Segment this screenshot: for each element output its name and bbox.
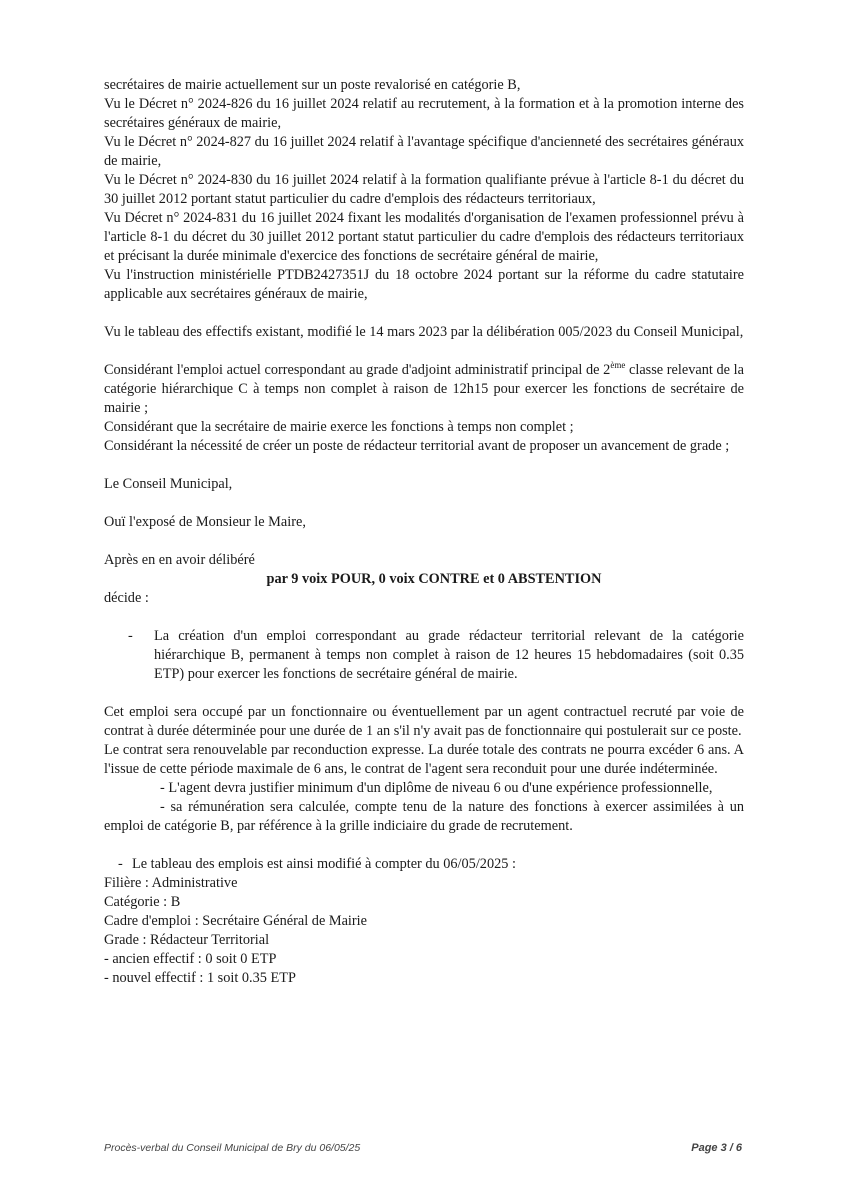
paragraph: Vu l'instruction ministérielle PTDB2427351J du 18 octobre 2024 portant sur la réforme du cadre statutaire applicable aux secrétaires généraux de mairie, [104, 267, 744, 302]
paragraph: Vu le Décret n° 2024-827 du 16 juillet 2024 relatif à l'avantage spécifique d'ancienneté des secrétaires généraux de mairie, [104, 134, 744, 169]
list-line: - ancien effectif : 0 soit 0 ETP [104, 951, 277, 967]
superscript: ème [610, 360, 626, 371]
footer-title: Procès-verbal du Conseil Municipal de Bry du 06/05/25 [104, 1142, 361, 1154]
paragraph: Vu le tableau des effectifs existant, modifié le 14 mars 2023 par la délibération 005/2023 du Conseil Municipal, [104, 324, 744, 340]
paragraph: - L'agent devra justifier minimum d'un diplôme de niveau 6 ou d'une expérience professionnelle, [160, 780, 713, 796]
list-line: Cadre d'emploi : Secrétaire Général de Mairie [104, 913, 367, 929]
paragraph: Après en en avoir délibéré [104, 552, 255, 568]
text-run: Considérant l'emploi actuel correspondant au grade d'adjoint administratif principal de 2 [104, 362, 611, 378]
document-body [104, 76, 744, 988]
list-line: - nouvel effectif : 1 soit 0.35 ETP [104, 970, 296, 986]
list-item [104, 627, 744, 684]
paragraph [104, 361, 744, 418]
paragraph: Considérant la nécessité de créer un poste de rédacteur territorial avant de proposer un avancement de grade ; [104, 438, 730, 454]
list-line: Catégorie : B [104, 894, 181, 910]
list-item-text: Le tableau des emplois est ainsi modifié à compter du 06/05/2025 : [132, 856, 516, 872]
paragraph: Cet emploi sera occupé par un fonctionnaire ou éventuellement par un agent contractuel recruté par voie de contrat à durée déterminée pour une durée de 1 an s'il n'y avait pas de fonctionnaire qui postulerait sur ce poste. [104, 704, 744, 739]
vote-result: par 9 voix POUR, 0 voix CONTRE et 0 ABSTENTION [266, 571, 602, 587]
paragraph: Considérant que la secrétaire de mairie exerce les fonctions à temps non complet ; [104, 419, 574, 435]
paragraph: Le contrat sera renouvelable par reconduction expresse. La durée totale des contrats ne pourra excéder 6 ans. A l'issue de cette période maximale de 6 ans, le contrat de l'agent sera reconduit pour une durée indéterminée. [104, 742, 744, 777]
paragraph: Vu le Décret n° 2024-826 du 16 juillet 2024 relatif au recrutement, à la formation et à la promotion interne des secrétaires généraux de mairie, [104, 96, 744, 131]
bullet-dash: - [118, 856, 123, 872]
page-number: Page 3 / 6 [691, 1142, 742, 1154]
paragraph: Vu Décret n° 2024-831 du 16 juillet 2024 fixant les modalités d'organisation de l'examen professionnel prévu à l'article 8-1 du décret du 30 juillet 2012 portant statut particulier du cadre d'emplois des rédacteurs territoriaux et précisant la durée minimale d'exercice des fonctions de secrétaire général de mairie, [104, 210, 744, 264]
paragraph: décide : [104, 590, 149, 606]
text-run: classe relevant de la catégorie hiérarchique C à temps non complet à raison de 12h15 pour exercer les fonctions de secrétaire de mairie ; [104, 362, 744, 416]
list-item-text: La création d'un emploi correspondant au grade rédacteur territorial relevant de la catégorie hiérarchique B, permanent à temps non complet à raison de 12 heures 15 hebdomadaires (soit 0.35 ETP) pour exercer les fonctions de secrétaire général de mairie. [154, 628, 744, 682]
list-line: Grade : Rédacteur Territorial [104, 932, 270, 948]
list-item [118, 855, 744, 874]
paragraph: secrétaires de mairie actuellement sur un poste revalorisé en catégorie B, [104, 77, 521, 93]
paragraph: Ouï l'exposé de Monsieur le Maire, [104, 514, 306, 530]
paragraph: Vu le Décret n° 2024-830 du 16 juillet 2024 relatif à la formation qualifiante prévue à l'article 8-1 du décret du 30 juillet 2012 portant statut particulier du cadre d'emplois des rédacteurs territoriaux, [104, 172, 744, 207]
paragraph: - sa rémunération sera calculée, compte tenu de la nature des fonctions à exercer assimilées à un emploi de catégorie B, par référence à la grille indiciaire du grade de recrutement. [104, 799, 744, 834]
list-line: Filière : Administrative [104, 875, 238, 891]
bullet-dash: - [128, 628, 133, 644]
page-footer [104, 1139, 742, 1158]
paragraph: Le Conseil Municipal, [104, 476, 233, 492]
